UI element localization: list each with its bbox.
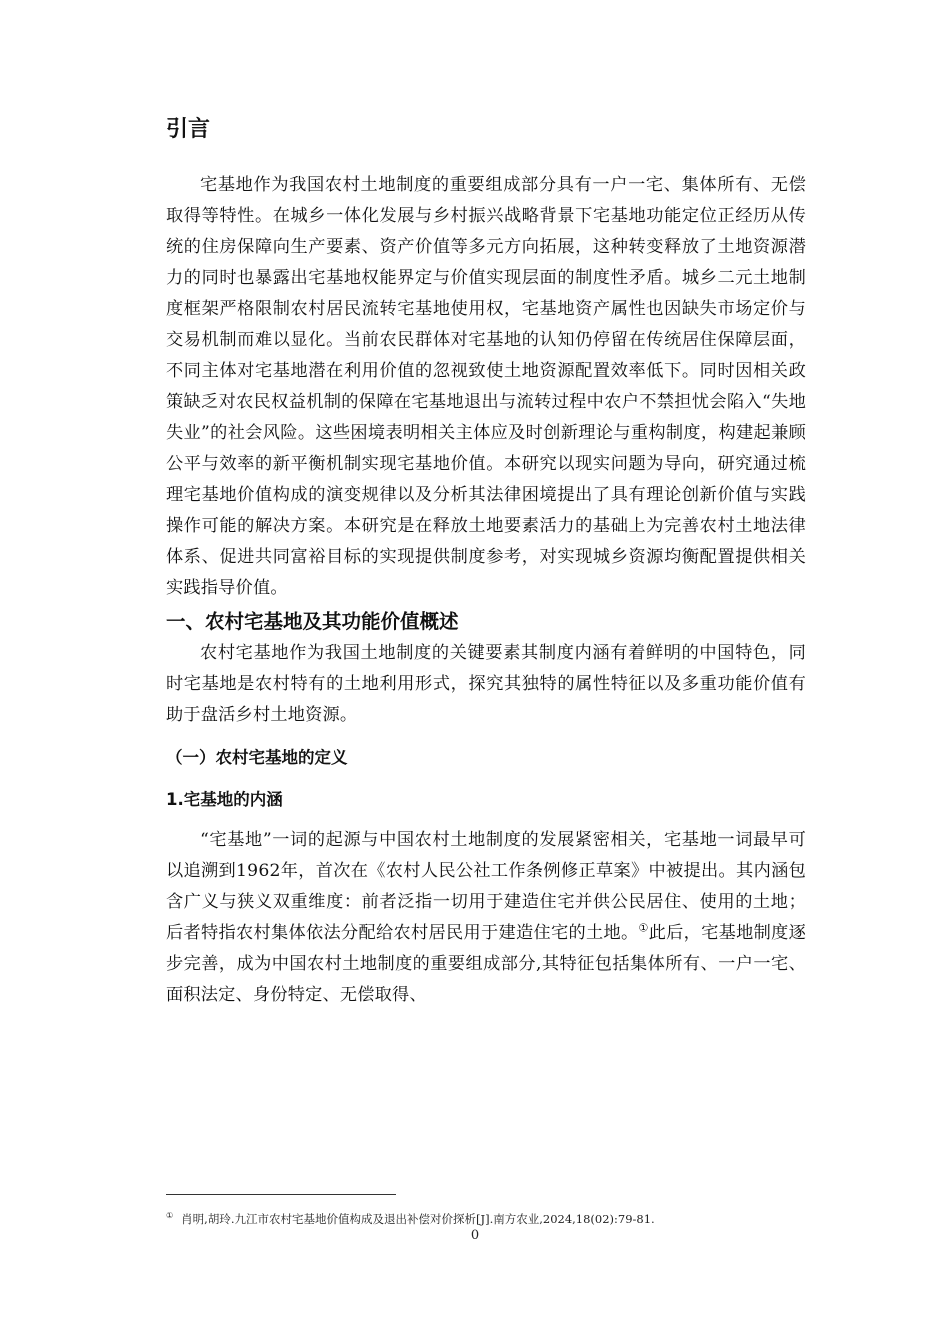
intro-paragraph: 宅基地作为我国农村土地制度的重要组成部分具有一户一宅、集体所有、无偿取得等特性。在城乡一体化发展与乡村振兴战略背景下宅基地功能定位正经历从传统的住房保障向生产要素、资产价值等多元方向拓展，这种转变释放了土地资源潜力的同时也暴露出宅基地权能界定与价值实现层面的制度性矛盾。城乡二元土地制度框架严格限制农村居民流转宅基地使用权，宅基地资产属性也因缺失市场定价与交易机制而难以显化。当前农民群体对宅基地的认知仍停留在传统居住保障层面，不同主体对宅基地潜在利用价值的忽视致使土地资源配置效率低下。同时因相关政策缺乏对农民权益机制的保障在宅基地退出与流转过程中农户不禁担忧会陷入“失地失业”的社会风险。这些困境表明相关主体应及时创新理论与重构制度，构建起兼顾公平与效率的新平衡机制实现宅基地价值。本研究以现实问题为导向，研究通过梳理宅基地价值构成的演变规律以及分析其法律困境提出了具有理论创新价值与实践操作可能的解决方案。本研究是在释放土地要素活力的基础上为完善农村土地法律体系、促进共同富裕目标的实现提供制度参考，对实现城乡资源均衡配置提供相关实践指导价值。 xyxy=(166,175,806,598)
footnote-separator xyxy=(166,1194,396,1195)
intro-heading: 引言 xyxy=(166,117,211,142)
footnote-mark: ① xyxy=(166,1211,174,1220)
footnote xyxy=(166,1208,826,1227)
footnote-text: 肖明,胡玲.九江市农村宅基地价值构成及退出补偿对价探析[J].南方农业,2024,18(02):79-81. xyxy=(181,1211,655,1226)
main-content xyxy=(166,112,806,1011)
definition-text-before-footnote: “宅基地”一词的起源与中国农村土地制度的发展紧密相关，宅基地一词最早可以追溯到1962年，首次在《农村人民公社工作条例修正草案》中被提出。其内涵包含广义与狭义双重维度：前者泛指一切用于建造住宅并供公民居住、使用的土地；后者特指农村集体依法分配给农村居民用于建造住宅的土地。 xyxy=(166,830,806,943)
definition-paragraph xyxy=(166,825,806,1011)
subsection-1-heading: （一）农村宅基地的定义 xyxy=(166,748,348,767)
footnote-reference-mark[interactable]: ① xyxy=(638,921,649,935)
subsubsection-1-heading: 1.宅基地的内涵 xyxy=(166,790,283,809)
section-1-heading: 一、农村宅基地及其功能价值概述 xyxy=(166,610,459,633)
page-number: 0 xyxy=(470,1228,480,1243)
definition-text-after-footnote: 此后，宅基地制度逐步完善，成为中国农村土地制度的重要组成部分,其特征包括集体所有、一户一宅、面积法定、身份特定、无偿取得、 xyxy=(166,923,806,1005)
section-1-paragraph: 农村宅基地作为我国土地制度的关键要素其制度内涵有着鲜明的中国特色，同时宅基地是农村特有的土地利用形式，探究其独特的属性特征以及多重功能价值有助于盘活乡村土地资源。 xyxy=(166,643,806,725)
